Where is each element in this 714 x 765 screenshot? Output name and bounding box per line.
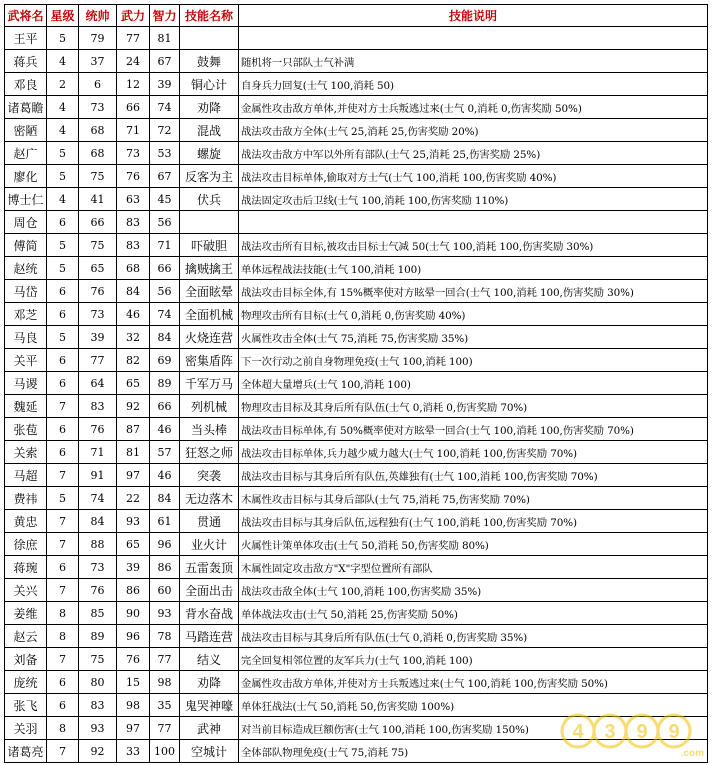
leadership-cell: 83 [79, 395, 117, 418]
intelligence-cell: 84 [150, 326, 180, 349]
skill-name-cell: 铜心计 [180, 73, 239, 96]
force-cell: 87 [117, 418, 150, 441]
table-row [5, 671, 708, 694]
table-row [5, 487, 708, 510]
table-row [5, 257, 708, 280]
skill-name-cell: 伏兵 [180, 188, 239, 211]
table-row [5, 648, 708, 671]
leadership-cell: 64 [79, 372, 117, 395]
header-star-rank: 星级 [47, 5, 79, 27]
table-row [5, 556, 708, 579]
force-cell: 33 [117, 740, 150, 763]
table-row [5, 533, 708, 556]
skill-description-cell [239, 27, 708, 50]
star-rank-cell: 7 [47, 740, 79, 763]
star-rank-cell: 5 [47, 142, 79, 165]
table-row [5, 349, 708, 372]
skill-name-cell: 混战 [180, 119, 239, 142]
force-cell: 83 [117, 234, 150, 257]
table-body [5, 27, 708, 763]
intelligence-cell: 69 [150, 349, 180, 372]
star-rank-cell: 7 [47, 648, 79, 671]
skill-name-cell: 密集盾阵 [180, 349, 239, 372]
intelligence-cell: 39 [150, 73, 180, 96]
skill-name-cell: 反客为主 [180, 165, 239, 188]
skill-name-cell: 无边落木 [180, 487, 239, 510]
header-intelligence: 智力 [150, 5, 180, 27]
star-rank-cell: 7 [47, 464, 79, 487]
skill-name-cell: 吓破胆 [180, 234, 239, 257]
star-rank-cell: 4 [47, 119, 79, 142]
header-skill-name: 技能名称 [180, 5, 239, 27]
table-row [5, 395, 708, 418]
leadership-cell: 65 [79, 257, 117, 280]
force-cell: 93 [117, 510, 150, 533]
general-name-cell: 马岱 [5, 280, 47, 303]
general-skill-table [4, 4, 708, 763]
table-row [5, 326, 708, 349]
skill-name-cell: 千军万马 [180, 372, 239, 395]
leadership-cell: 71 [79, 441, 117, 464]
skill-name-cell: 贯通 [180, 510, 239, 533]
star-rank-cell: 7 [47, 395, 79, 418]
general-name-cell: 赵广 [5, 142, 47, 165]
skill-description-cell: 物理攻击目标及其身后所有队伍(士气 0,消耗 0,伤害奖励 70%) [239, 395, 708, 418]
skill-name-cell: 劝降 [180, 671, 239, 694]
leadership-cell: 75 [79, 648, 117, 671]
skill-description-cell [239, 211, 708, 234]
leadership-cell: 39 [79, 326, 117, 349]
force-cell: 66 [117, 96, 150, 119]
skill-name-cell: 狂怒之师 [180, 441, 239, 464]
star-rank-cell: 7 [47, 510, 79, 533]
table-row [5, 165, 708, 188]
leadership-cell: 76 [79, 418, 117, 441]
general-name-cell: 密陋 [5, 119, 47, 142]
star-rank-cell: 6 [47, 349, 79, 372]
general-name-cell: 邓良 [5, 73, 47, 96]
header-force: 武力 [117, 5, 150, 27]
skill-name-cell: 五雷轰顶 [180, 556, 239, 579]
skill-description-cell: 战法攻击所有目标,被攻击目标士气减 50(士气 100,消耗 100,伤害奖励 30%) [239, 234, 708, 257]
skill-description-cell: 单体狂战法(士气 50,消耗 50,伤害奖励 100%) [239, 694, 708, 717]
intelligence-cell: 57 [150, 441, 180, 464]
star-rank-cell: 2 [47, 73, 79, 96]
skill-description-cell: 火属性攻击全体(士气 75,消耗 75,伤害奖励 35%) [239, 326, 708, 349]
intelligence-cell: 71 [150, 234, 180, 257]
intelligence-cell: 98 [150, 671, 180, 694]
star-rank-cell: 4 [47, 188, 79, 211]
star-rank-cell: 6 [47, 441, 79, 464]
table-row [5, 418, 708, 441]
skill-name-cell: 火烧连营 [180, 326, 239, 349]
intelligence-cell: 60 [150, 579, 180, 602]
table-row [5, 602, 708, 625]
intelligence-cell: 67 [150, 50, 180, 73]
header-leadership: 统帅 [79, 5, 117, 27]
table-row [5, 280, 708, 303]
skill-name-cell: 背水奋战 [180, 602, 239, 625]
leadership-cell: 75 [79, 165, 117, 188]
skill-description-cell: 对当前目标造成巨额伤害(士气 100,消耗 100,伤害奖励 150%) [239, 717, 708, 740]
force-cell: 68 [117, 257, 150, 280]
force-cell: 83 [117, 211, 150, 234]
intelligence-cell: 46 [150, 464, 180, 487]
table-row [5, 50, 708, 73]
leadership-cell: 93 [79, 717, 117, 740]
skill-name-cell: 鼓舞 [180, 50, 239, 73]
general-name-cell: 关索 [5, 441, 47, 464]
skill-description-cell: 战法攻击目标与其身后所有队伍(士气 0,消耗 0,伤害奖励 35%) [239, 625, 708, 648]
leadership-cell: 92 [79, 740, 117, 763]
star-rank-cell: 7 [47, 579, 79, 602]
skill-description-cell: 战法攻击目标单体,偷取对方士气(士气 100,消耗 100,伤害奖励 40%) [239, 165, 708, 188]
force-cell: 22 [117, 487, 150, 510]
skill-description-cell: 金属性攻击敌方单体,并使对方士兵叛逃过来(士气 100,消耗 100,伤害奖励 50%) [239, 671, 708, 694]
general-name-cell: 张苞 [5, 418, 47, 441]
force-cell: 24 [117, 50, 150, 73]
general-name-cell: 费祎 [5, 487, 47, 510]
general-name-cell: 赵云 [5, 625, 47, 648]
skill-description-cell: 木属性攻击目标与其身后部队(士气 75,消耗 75,伤害奖励 70%) [239, 487, 708, 510]
skill-name-cell: 业火计 [180, 533, 239, 556]
intelligence-cell: 45 [150, 188, 180, 211]
star-rank-cell: 5 [47, 487, 79, 510]
skill-name-cell: 结义 [180, 648, 239, 671]
force-cell: 73 [117, 142, 150, 165]
leadership-cell: 80 [79, 671, 117, 694]
intelligence-cell: 93 [150, 602, 180, 625]
skill-name-cell: 马踏连营 [180, 625, 239, 648]
force-cell: 86 [117, 579, 150, 602]
leadership-cell: 75 [79, 234, 117, 257]
skill-description-cell: 战法攻击目标单体,有 50%概率使对方眩晕一回合(士气 100,消耗 100,伤害奖励 70%) [239, 418, 708, 441]
force-cell: 63 [117, 188, 150, 211]
skill-name-cell: 全面机械 [180, 303, 239, 326]
skill-description-cell: 战法攻击敌全体(士气 100,消耗 100,伤害奖励 35%) [239, 579, 708, 602]
skill-description-cell: 下一次行动之前自身物理免疫(士气 100,消耗 100) [239, 349, 708, 372]
skill-description-cell: 完全回复相邻位置的友军兵力(士气 100,消耗 100) [239, 648, 708, 671]
force-cell: 15 [117, 671, 150, 694]
general-name-cell: 黄忠 [5, 510, 47, 533]
force-cell: 84 [117, 280, 150, 303]
skill-description-cell: 随机将一只部队士气补满 [239, 50, 708, 73]
skill-name-cell: 当头棒 [180, 418, 239, 441]
general-name-cell: 周仓 [5, 211, 47, 234]
star-rank-cell: 6 [47, 556, 79, 579]
leadership-cell: 85 [79, 602, 117, 625]
skill-name-cell: 劝降 [180, 96, 239, 119]
skill-name-cell: 鬼哭神嚎 [180, 694, 239, 717]
skill-description-cell: 单体远程战法技能(士气 100,消耗 100) [239, 257, 708, 280]
watermark-digit: 3 [604, 721, 616, 743]
force-cell: 65 [117, 372, 150, 395]
general-name-cell: 张飞 [5, 694, 47, 717]
leadership-cell: 89 [79, 625, 117, 648]
table-row [5, 27, 708, 50]
leadership-cell: 77 [79, 349, 117, 372]
table-row [5, 142, 708, 165]
skill-name-cell: 擒贼擒王 [180, 257, 239, 280]
leadership-cell: 41 [79, 188, 117, 211]
force-cell: 77 [117, 27, 150, 50]
intelligence-cell: 61 [150, 510, 180, 533]
skill-description-cell: 战法攻击目标与其身后所有队伍,英雄独有(士气 100,消耗 100,伤害奖励 70%) [239, 464, 708, 487]
intelligence-cell: 81 [150, 27, 180, 50]
general-name-cell: 姜维 [5, 602, 47, 625]
watermark-digit: 9 [668, 721, 680, 743]
star-rank-cell: 5 [47, 234, 79, 257]
star-rank-cell: 8 [47, 717, 79, 740]
intelligence-cell: 66 [150, 395, 180, 418]
star-rank-cell: 6 [47, 303, 79, 326]
general-name-cell: 关平 [5, 349, 47, 372]
skill-description-cell: 战法固定攻击后卫线(士气 100,消耗 100,伤害奖励 110%) [239, 188, 708, 211]
intelligence-cell: 74 [150, 303, 180, 326]
star-rank-cell: 5 [47, 326, 79, 349]
intelligence-cell: 56 [150, 280, 180, 303]
skill-description-cell: 战法攻击目标与其身后队伍,远程独有(士气 100,消耗 100,伤害奖励 70%) [239, 510, 708, 533]
table-row [5, 441, 708, 464]
force-cell: 96 [117, 625, 150, 648]
star-rank-cell: 6 [47, 694, 79, 717]
table-row [5, 464, 708, 487]
skill-description-cell: 火属性计策单体攻击(士气 50,消耗 50,伤害奖励 80%) [239, 533, 708, 556]
force-cell: 46 [117, 303, 150, 326]
leadership-cell: 73 [79, 303, 117, 326]
intelligence-cell: 77 [150, 717, 180, 740]
star-rank-cell: 8 [47, 602, 79, 625]
general-name-cell: 蒋琬 [5, 556, 47, 579]
general-name-cell: 赵统 [5, 257, 47, 280]
general-name-cell: 邓芝 [5, 303, 47, 326]
force-cell: 82 [117, 349, 150, 372]
general-name-cell: 蒋兵 [5, 50, 47, 73]
skill-name-cell [180, 27, 239, 50]
table-row [5, 717, 708, 740]
skill-name-cell: 全面眩晕 [180, 280, 239, 303]
general-name-cell: 刘备 [5, 648, 47, 671]
table-row [5, 740, 708, 763]
general-name-cell: 傅简 [5, 234, 47, 257]
intelligence-cell: 74 [150, 96, 180, 119]
leadership-cell: 83 [79, 694, 117, 717]
force-cell: 12 [117, 73, 150, 96]
table-row [5, 579, 708, 602]
general-name-cell: 关兴 [5, 579, 47, 602]
skill-description-cell: 物理攻击所有目标(士气 0,消耗 0,伤害奖励 40%) [239, 303, 708, 326]
intelligence-cell: 96 [150, 533, 180, 556]
force-cell: 76 [117, 165, 150, 188]
intelligence-cell: 35 [150, 694, 180, 717]
skill-name-cell: 螺旋 [180, 142, 239, 165]
intelligence-cell: 100 [150, 740, 180, 763]
table-row [5, 510, 708, 533]
intelligence-cell: 78 [150, 625, 180, 648]
star-rank-cell: 6 [47, 418, 79, 441]
leadership-cell: 68 [79, 119, 117, 142]
force-cell: 97 [117, 717, 150, 740]
general-name-cell: 诸葛亮 [5, 740, 47, 763]
leadership-cell: 73 [79, 96, 117, 119]
table-row [5, 303, 708, 326]
general-name-cell: 博士仁 [5, 188, 47, 211]
table-row [5, 188, 708, 211]
header-general-name: 武将名 [5, 5, 47, 27]
skill-name-cell: 武神 [180, 717, 239, 740]
leadership-cell: 91 [79, 464, 117, 487]
force-cell: 81 [117, 441, 150, 464]
leadership-cell: 84 [79, 510, 117, 533]
leadership-cell: 66 [79, 211, 117, 234]
star-rank-cell: 6 [47, 280, 79, 303]
leadership-cell: 6 [79, 73, 117, 96]
leadership-cell: 76 [79, 280, 117, 303]
skill-description-cell: 木属性固定攻击敌方"X"字型位置所有部队 [239, 556, 708, 579]
skill-description-cell: 战法攻击目标单体,兵力越少威力越大(士气 100,消耗 100,伤害奖励 70%) [239, 441, 708, 464]
leadership-cell: 68 [79, 142, 117, 165]
leadership-cell: 79 [79, 27, 117, 50]
star-rank-cell: 5 [47, 27, 79, 50]
table-row [5, 73, 708, 96]
intelligence-cell: 46 [150, 418, 180, 441]
intelligence-cell: 66 [150, 257, 180, 280]
star-rank-cell: 6 [47, 372, 79, 395]
force-cell: 32 [117, 326, 150, 349]
force-cell: 98 [117, 694, 150, 717]
star-rank-cell: 5 [47, 165, 79, 188]
general-name-cell: 马良 [5, 326, 47, 349]
general-name-cell: 关羽 [5, 717, 47, 740]
general-name-cell: 魏延 [5, 395, 47, 418]
force-cell: 76 [117, 648, 150, 671]
leadership-cell: 73 [79, 556, 117, 579]
intelligence-cell: 53 [150, 142, 180, 165]
skill-name-cell: 列机械 [180, 395, 239, 418]
leadership-cell: 76 [79, 579, 117, 602]
intelligence-cell: 56 [150, 211, 180, 234]
watermark-suffix: .com [680, 748, 704, 759]
intelligence-cell: 89 [150, 372, 180, 395]
force-cell: 71 [117, 119, 150, 142]
force-cell: 90 [117, 602, 150, 625]
general-name-cell: 廖化 [5, 165, 47, 188]
general-name-cell: 马超 [5, 464, 47, 487]
force-cell: 65 [117, 533, 150, 556]
skill-description-cell: 全体部队物理免疫(士气 75,消耗 75) [239, 740, 708, 763]
skill-description-cell: 战法攻击目标全体,有 15%概率使对方眩晕一回合(士气 100,消耗 100,伤害奖励 30%) [239, 280, 708, 303]
table-row [5, 625, 708, 648]
star-rank-cell: 4 [47, 96, 79, 119]
skill-description-cell: 单体战法攻击(士气 50,消耗 25,伤害奖励 50%) [239, 602, 708, 625]
header-skill-description: 技能说明 [239, 5, 708, 27]
force-cell: 39 [117, 556, 150, 579]
general-name-cell: 诸葛瞻 [5, 96, 47, 119]
leadership-cell: 88 [79, 533, 117, 556]
table-header [5, 5, 708, 27]
watermark-digit: 9 [636, 721, 648, 743]
force-cell: 97 [117, 464, 150, 487]
skill-description-cell: 战法攻击敌方全体(士气 25,消耗 25,伤害奖励 20%) [239, 119, 708, 142]
star-rank-cell: 7 [47, 533, 79, 556]
intelligence-cell: 84 [150, 487, 180, 510]
table-row [5, 694, 708, 717]
leadership-cell: 74 [79, 487, 117, 510]
intelligence-cell: 86 [150, 556, 180, 579]
general-name-cell: 徐庶 [5, 533, 47, 556]
star-rank-cell: 5 [47, 257, 79, 280]
skill-name-cell: 突袭 [180, 464, 239, 487]
skill-description-cell: 全体超大量增兵(士气 100,消耗 100) [239, 372, 708, 395]
skill-description-cell: 金属性攻击敌方单体,并使对方士兵叛逃过来(士气 0,消耗 0,伤害奖励 50%) [239, 96, 708, 119]
intelligence-cell: 77 [150, 648, 180, 671]
star-rank-cell: 8 [47, 625, 79, 648]
skill-description-cell: 自身兵力回复(士气 100,消耗 50) [239, 73, 708, 96]
star-rank-cell: 6 [47, 211, 79, 234]
star-rank-cell: 4 [47, 50, 79, 73]
star-rank-cell: 6 [47, 671, 79, 694]
table-row [5, 372, 708, 395]
watermark-digit: 4 [572, 721, 584, 743]
intelligence-cell: 67 [150, 165, 180, 188]
general-name-cell: 庞统 [5, 671, 47, 694]
skill-description-cell: 战法攻击敌方中军以外所有部队(士气 25,消耗 25,伤害奖励 25%) [239, 142, 708, 165]
intelligence-cell: 72 [150, 119, 180, 142]
skill-name-cell [180, 211, 239, 234]
table-row [5, 119, 708, 142]
leadership-cell: 37 [79, 50, 117, 73]
skill-name-cell: 全面出击 [180, 579, 239, 602]
table-row [5, 211, 708, 234]
general-name-cell: 王平 [5, 27, 47, 50]
force-cell: 92 [117, 395, 150, 418]
table-row [5, 234, 708, 257]
skill-name-cell: 空城计 [180, 740, 239, 763]
general-name-cell: 马谡 [5, 372, 47, 395]
table-row [5, 96, 708, 119]
